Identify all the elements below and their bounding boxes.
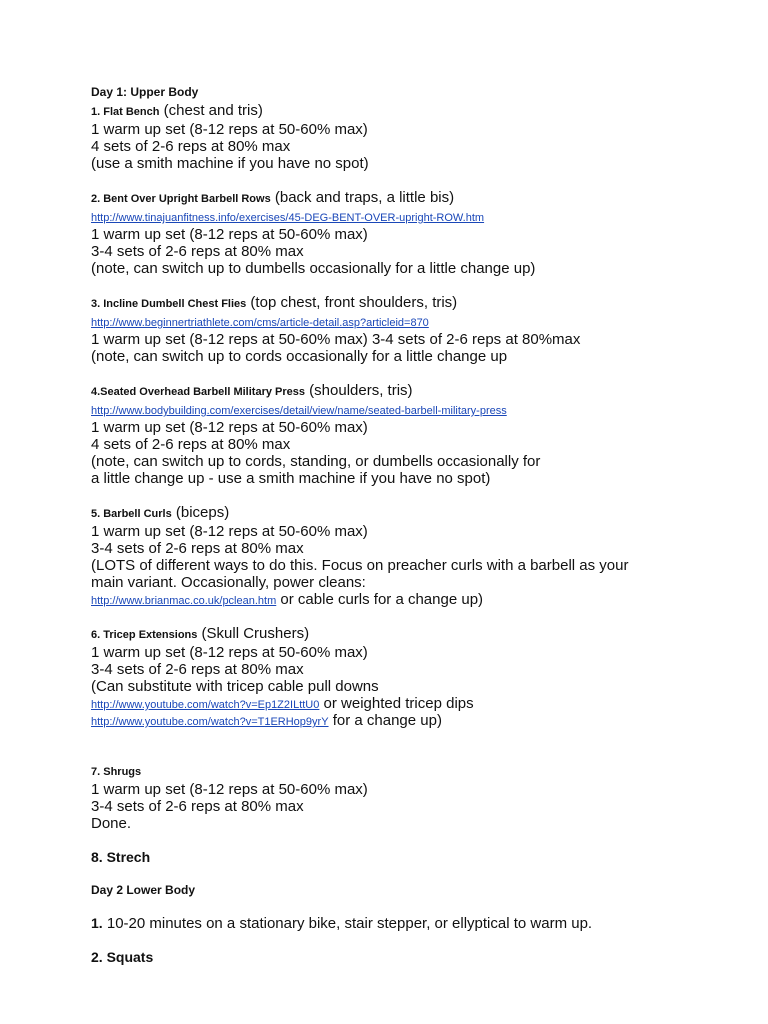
exercise-2-line: 3-4 sets of 2-6 reps at 80% max: [91, 243, 304, 260]
exercise-6-link1-line: [91, 695, 751, 712]
exercise-5-line: (LOTS of different ways to do this. Focus on preacher curls with a barbell as your: [91, 557, 629, 574]
exercise-6-note: (Skull Crushers): [197, 625, 310, 642]
exercise-3-heading: [91, 294, 751, 313]
exercise-1-line: 4 sets of 2-6 reps at 80% max: [91, 138, 291, 155]
exercise-7-line: 3-4 sets of 2-6 reps at 80% max: [91, 798, 304, 815]
exercise-3-link[interactable]: http://www.beginnertriathlete.com/cms/article-detail.asp?articleid=870: [91, 317, 429, 329]
exercise-4-line: 1 warm up set (8-12 reps at 50-60% max): [91, 419, 368, 436]
exercise-5-name: 5. Barbell Curls: [91, 508, 172, 520]
day2-exercise-2-heading: [91, 949, 751, 966]
exercise-3-line: (note, can switch up to cords occasionally for a little change up: [91, 348, 508, 365]
exercise-3-line: 1 warm up set (8-12 reps at 50-60% max) 3-4 sets of 2-6 reps at 80%max: [91, 331, 581, 348]
exercise-2-note: (back and traps, a little bis): [270, 189, 455, 206]
exercise-3-note: (top chest, front shoulders, tris): [246, 294, 458, 311]
exercise-4-name: 4.Seated Overhead Barbell Military Press: [91, 386, 305, 398]
exercise-3-name: 3. Incline Dumbell Chest Flies: [91, 298, 247, 310]
exercise-2-line: 1 warm up set (8-12 reps at 50-60% max): [91, 226, 368, 243]
exercise-1-heading: [91, 102, 751, 121]
exercise-5-line: main variant. Occasionally, power cleans:: [91, 574, 366, 591]
exercise-6-link2-suffix: for a change up): [328, 712, 442, 729]
exercise-5-link-suffix: or cable curls for a change up): [276, 591, 484, 608]
exercise-6-line: 1 warm up set (8-12 reps at 50-60% max): [91, 644, 368, 661]
day2-exercise-1: [91, 915, 751, 932]
exercise-1-note: (chest and tris): [159, 102, 263, 119]
exercise-7-line: 1 warm up set (8-12 reps at 50-60% max): [91, 781, 368, 798]
exercise-7-line: Done.: [91, 815, 132, 832]
exercise-5-line: 1 warm up set (8-12 reps at 50-60% max): [91, 523, 368, 540]
exercise-6-line: (Can substitute with tricep cable pull downs: [91, 678, 379, 695]
day2-exercise-1-number: 1.: [91, 915, 103, 931]
day1-title: Day 1: Upper Body: [91, 85, 199, 99]
exercise-6-name: 6. Tricep Extensions: [91, 629, 198, 641]
exercise-4-line: 4 sets of 2-6 reps at 80% max: [91, 436, 291, 453]
exercise-4-line: a little change up - use a smith machine if you have no spot): [91, 470, 491, 487]
exercise-5-line: 3-4 sets of 2-6 reps at 80% max: [91, 540, 304, 557]
exercise-2-link[interactable]: http://www.tinajuanfitness.info/exercises/45-DEG-BENT-OVER-upright-ROW.htm: [91, 212, 485, 224]
exercise-6-link2[interactable]: http://www.youtube.com/watch?v=T1ERHop9yrY: [91, 716, 329, 728]
exercise-2-heading: [91, 189, 751, 208]
day2-exercise-1-text: 10-20 minutes on a stationary bike, stair stepper, or ellyptical to warm up.: [102, 915, 593, 932]
exercise-6-link2-line: [91, 712, 751, 729]
exercise-6-line: 3-4 sets of 2-6 reps at 80% max: [91, 661, 304, 678]
exercise-6-link1[interactable]: http://www.youtube.com/watch?v=Ep1Z2ILttU0: [91, 699, 320, 711]
exercise-5-link[interactable]: http://www.brianmac.co.uk/pclean.htm: [91, 595, 277, 607]
day2-exercise-2-name: 2. Squats: [91, 949, 154, 965]
exercise-1-line: 1 warm up set (8-12 reps at 50-60% max): [91, 121, 368, 138]
exercise-5-link-line: [91, 591, 751, 608]
exercise-2-line: (note, can switch up to dumbells occasionally for a little change up): [91, 260, 536, 277]
exercise-5-note: (biceps): [171, 504, 230, 521]
exercise-8-heading: [91, 849, 751, 866]
exercise-2-name: 2. Bent Over Upright Barbell Rows: [91, 193, 271, 205]
exercise-6-link1-suffix: or weighted tricep dips: [319, 695, 474, 712]
exercise-7-heading: [91, 762, 751, 781]
exercise-1-line: (use a smith machine if you have no spot): [91, 155, 369, 172]
exercise-4-heading: [91, 382, 751, 401]
exercise-1-name: 1. Flat Bench: [91, 106, 160, 118]
document-page: [91, 84, 751, 966]
exercise-4-note: (shoulders, tris): [305, 382, 413, 399]
exercise-4-link[interactable]: http://www.bodybuilding.com/exercises/detail/view/name/seated-barbell-military-press: [91, 405, 507, 417]
exercise-7-name: 7. Shrugs: [91, 766, 142, 778]
exercise-4-line: (note, can switch up to cords, standing, or dumbells occasionally for: [91, 453, 541, 470]
exercise-5-heading: [91, 504, 751, 523]
exercise-8-name: 8. Strech: [91, 849, 151, 865]
day2-title: Day 2 Lower Body: [91, 883, 196, 897]
exercise-6-heading: [91, 625, 751, 644]
